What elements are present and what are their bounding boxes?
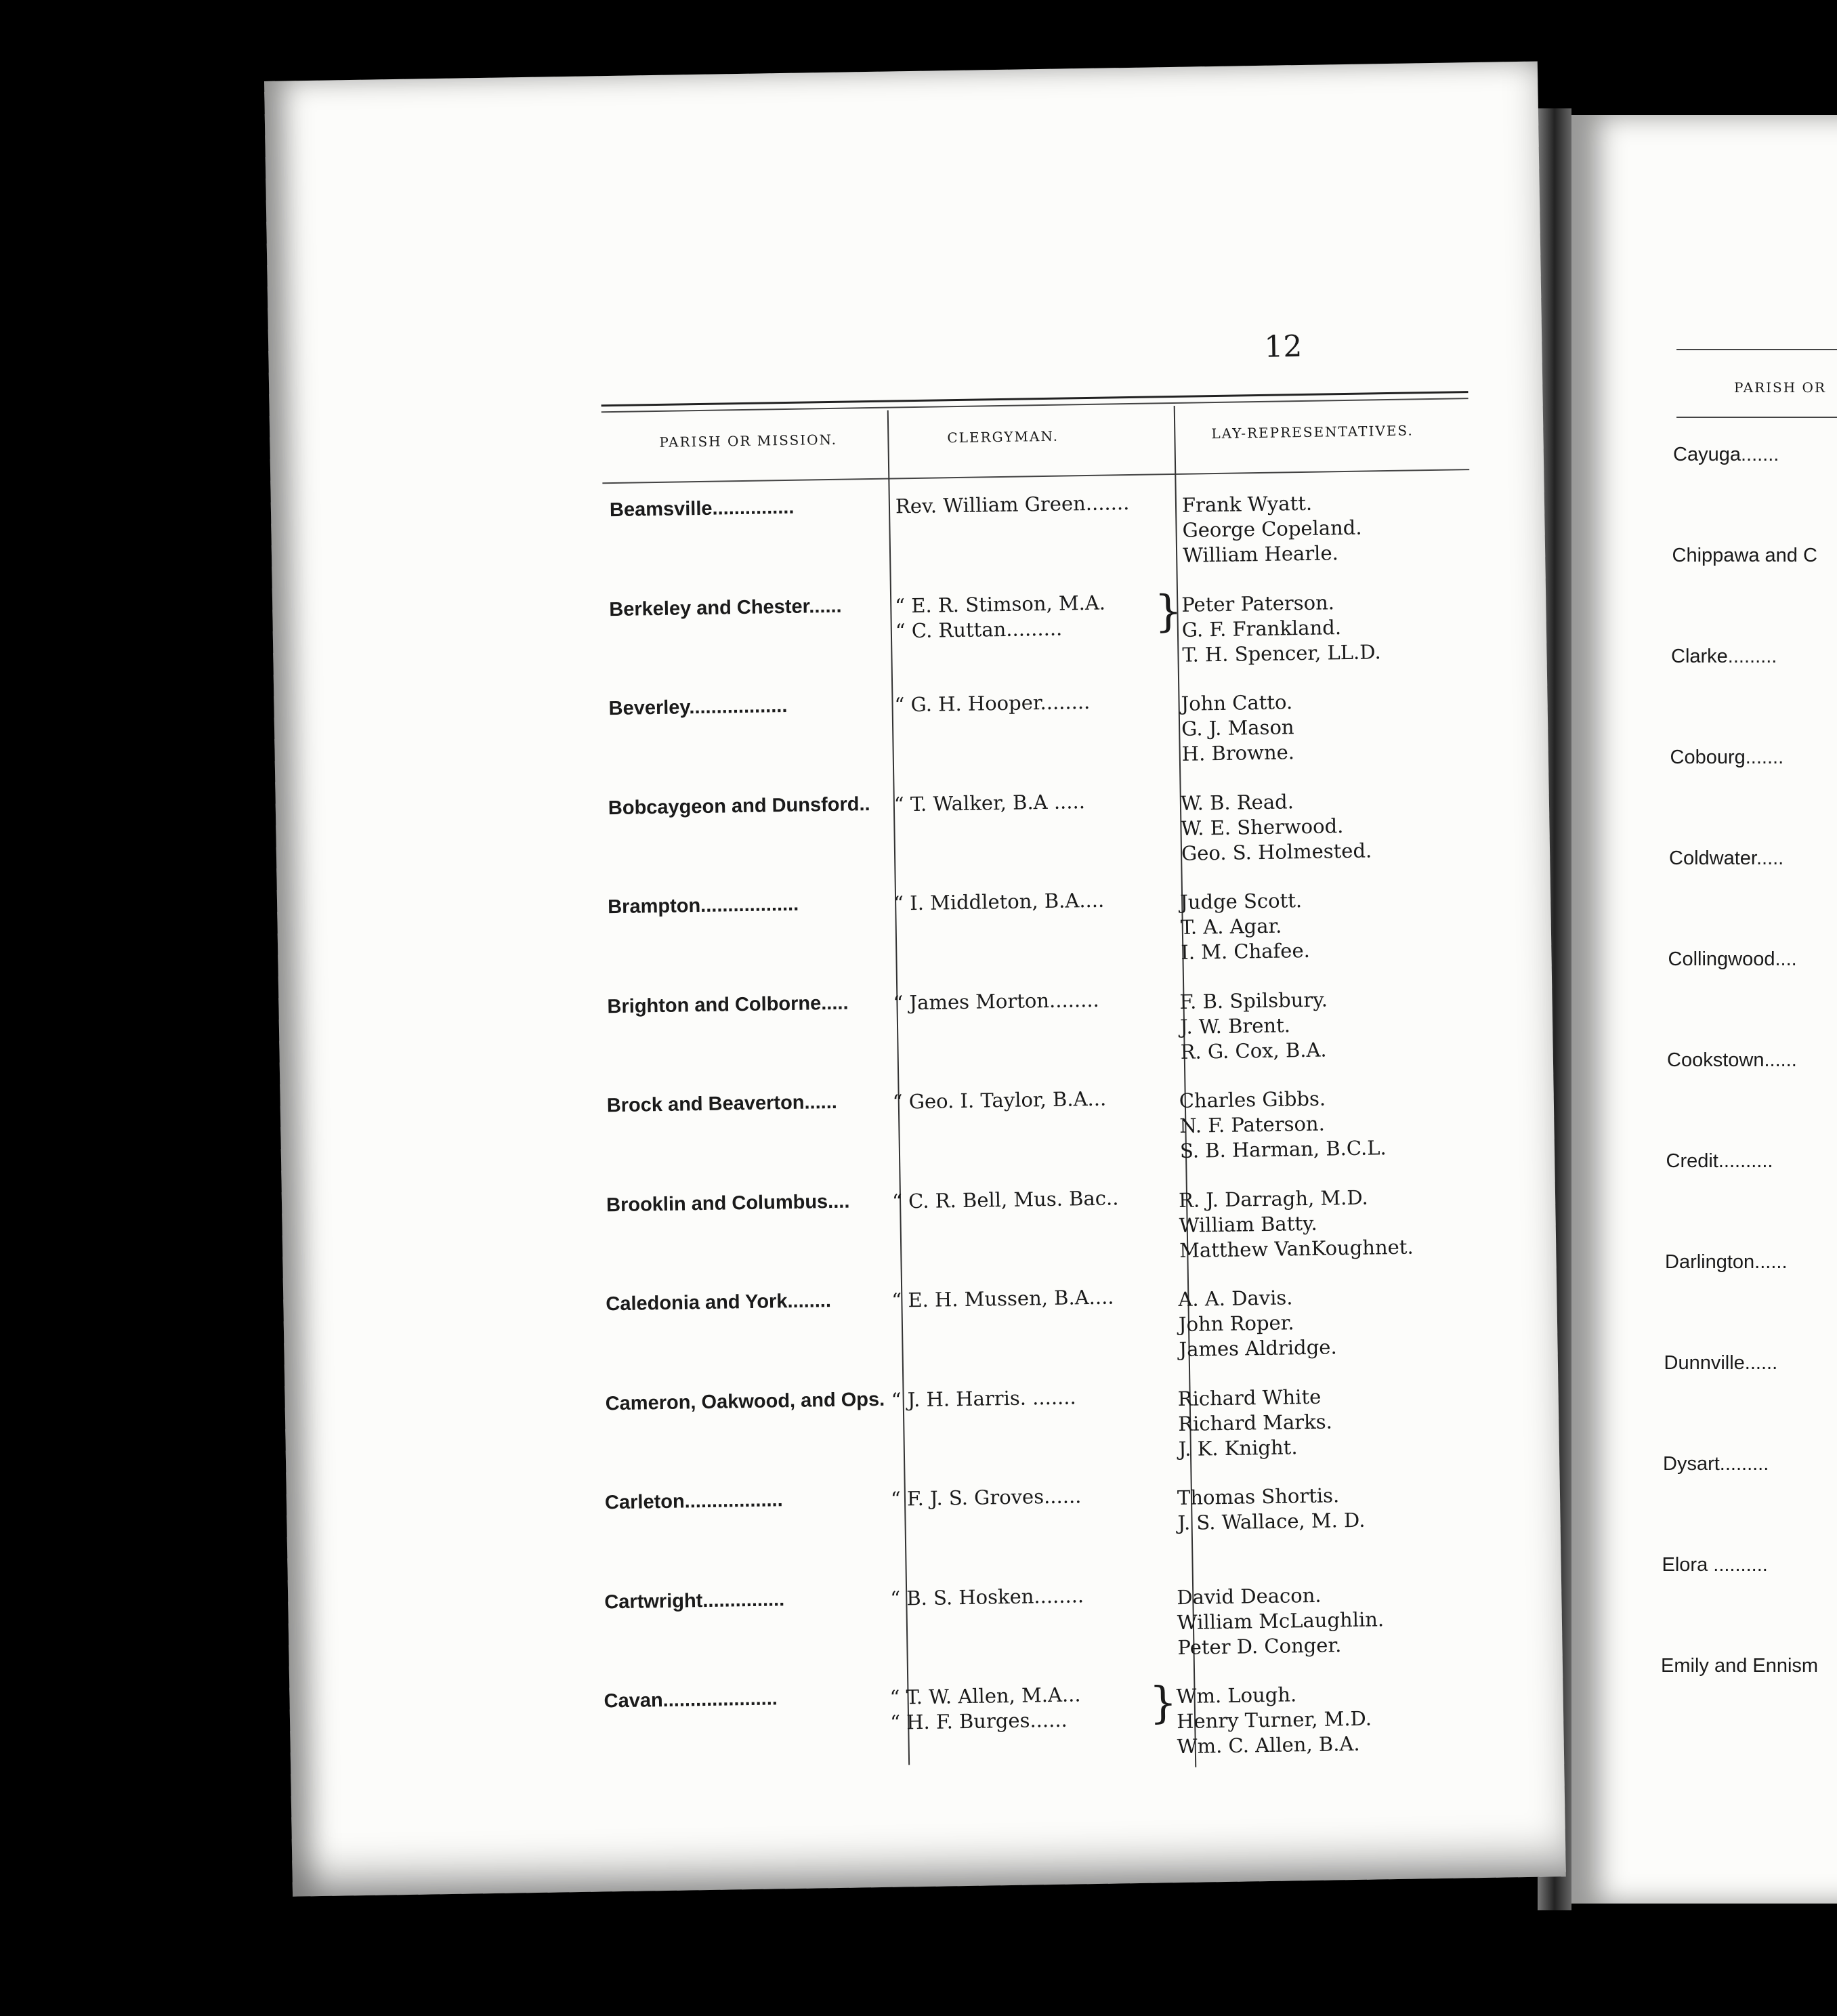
lay-representative: Wm. C. Allen, B.A. [1177,1731,1360,1759]
brace-mark: } [1149,1678,1178,1729]
lay-representative: William McLaughlin. [1177,1607,1385,1634]
lay-representative: Peter Paterson. [1181,590,1335,616]
lay-representatives [1181,788,1372,866]
lay-representative: Wm. Lough. [1176,1683,1297,1708]
right-parish-name: Chippawa and C [1672,545,1817,566]
clergyman: “ F. J. S. Groves...... [890,1484,1082,1511]
lay-representative: W. E. Sherwood. [1181,814,1344,840]
lay-representatives [1181,589,1381,668]
lay-representative: I. M. Chafee. [1181,938,1311,964]
lay-representative: H. Browne. [1181,740,1295,765]
lay-representative: Charles Gibbs. [1179,1087,1326,1112]
parish-name: Carleton.................. [604,1489,783,1514]
right-parish-name: Coldwater..... [1669,847,1784,869]
column-header-clergy: CLERGYMAN. [947,427,1059,446]
clergyman: “ I. Middleton, B.A.... [893,888,1105,915]
parish-name: Brooklin and Columbus.... [606,1190,850,1216]
lay-representative: James Aldridge. [1179,1335,1337,1362]
parish-name: Brock and Beaverton...... [606,1091,838,1117]
lay-representative: John Catto. [1181,690,1293,715]
right-header-rule [1676,349,1837,350]
clergyman: Rev. William Green....... [895,491,1130,518]
clergyman: “ T. Walker, B.A ..... [893,789,1086,816]
parish-name: Bobcaygeon and Dunsford.. [608,793,870,819]
clergyman: “ G. H. Hooper........ [894,690,1091,717]
lay-representative: William Hearle. [1182,541,1339,567]
parish-name: Caledonia and York........ [606,1290,832,1316]
parish-name: Beverley.................. [608,694,788,720]
right-parish-name: Elora .......... [1662,1554,1768,1576]
lay-representative: David Deacon. [1177,1583,1322,1609]
lay-representative: Richard White [1177,1385,1322,1410]
lay-representative: Henry Turner, M.D. [1176,1706,1372,1734]
right-column-header-parish: PARISH OR [1734,379,1826,396]
right-parish-name: Cayuga....... [1673,444,1779,465]
parish-name: Cameron, Oakwood, and Ops. [605,1388,885,1414]
parish-name: Brighton and Colborne..... [607,992,849,1017]
right-parish-name: Emily and Ennism [1661,1655,1819,1677]
lay-representatives [1182,490,1363,568]
right-parish-name: Clarke......... [1671,646,1777,667]
parish-name: Berkeley and Chester...... [609,595,842,621]
lay-representatives [1176,1681,1372,1760]
lay-representatives [1177,1384,1332,1462]
clergyman: “ Geo. I. Taylor, B.A... [892,1087,1107,1114]
lay-representative: Thomas Shortis. [1177,1484,1340,1510]
right-header-rule-bottom [1676,417,1837,418]
lay-representatives [1180,888,1310,965]
lay-representative: Judge Scott. [1179,889,1303,914]
clergyman: “ C. R. Bell, Mus. Bac.. [891,1185,1119,1213]
parish-name: Cartwright............... [604,1588,785,1613]
lay-representative: W. B. Read. [1180,789,1294,815]
clergyman: “ B. S. Hosken........ [890,1583,1084,1610]
clergyman: “ T. W. Allen, M.A... [889,1683,1081,1709]
lay-representative: N. F. Paterson. [1179,1112,1326,1137]
lay-representatives [1179,1184,1414,1263]
header-rule-bottom [602,469,1469,484]
right-parish-name: Collingwood.... [1668,948,1797,970]
lay-representative: J. W. Brent. [1179,1013,1291,1038]
clergyman: “ J. H. Harris. ....... [891,1385,1076,1412]
column-header-parish: PARISH OR MISSION. [659,431,838,450]
lay-representatives [1178,1284,1337,1362]
right-parish-name: Cobourg....... [1670,747,1784,768]
lay-representative: G. F. Frankland. [1181,615,1342,642]
parish-name: Cavan..................... [604,1687,778,1713]
right-parish-name: Cookstown...... [1667,1049,1797,1071]
lay-representative: Richard Marks. [1178,1409,1333,1435]
lay-representative: George Copeland. [1182,516,1362,542]
lay-representative: Peter D. Conger. [1177,1633,1342,1659]
clergyman: “ H. F. Burges...... [889,1708,1068,1734]
lay-representatives [1177,1483,1366,1536]
lay-representative: J. S. Wallace, M. D. [1177,1508,1366,1535]
page-number: 12 [1263,329,1303,364]
lay-representative: John Roper. [1178,1311,1294,1337]
lay-representative: G. J. Mason [1181,715,1294,740]
clergyman: “ James Morton........ [893,988,1099,1015]
right-parish-name: Dunnville...... [1664,1352,1778,1374]
right-parish-name: Darlington...... [1665,1251,1788,1273]
clergyman: “ C. Ruttan......... [895,616,1063,642]
lay-representative: A. A. Davis. [1178,1286,1293,1311]
clergyman: “ E. H. Mussen, B.A.... [891,1285,1114,1312]
lay-representative: William Batty. [1179,1211,1317,1237]
lay-representative: Matthew VanKoughnet. [1179,1235,1414,1262]
parish-name: Brampton.................. [607,893,799,919]
lay-representatives [1179,1085,1387,1164]
lay-representative: F. B. Spilsbury. [1179,988,1328,1013]
lay-representative: R. J. Darragh, M.D. [1178,1185,1369,1212]
left-page [264,61,1566,1896]
lay-representative: Geo. S. Holmested. [1181,838,1372,865]
lay-representative: T. A. Agar. [1180,914,1282,939]
lay-representatives [1177,1582,1385,1660]
lay-representative: T. H. Spencer, LL.D. [1182,639,1381,667]
lay-representative: S. B. Harman, B.C.L. [1179,1136,1387,1162]
lay-representative: R. G. Cox, B.A. [1180,1038,1327,1064]
right-parish-name: Dysart......... [1663,1453,1769,1475]
lay-representative: J. K. Knight. [1178,1435,1298,1461]
brace-mark: } [1154,586,1183,637]
parish-name: Beamsville............... [609,496,795,522]
clergyman: “ E. R. Stimson, M.A. [895,591,1106,617]
lay-representative: Frank Wyatt. [1181,491,1313,517]
column-header-lay: LAY-REPRESENTATIVES. [1211,422,1414,442]
header-rule-top-2 [601,398,1469,413]
lay-representatives [1179,987,1328,1064]
lay-representatives [1181,690,1294,767]
right-parish-name: Credit.......... [1666,1150,1773,1172]
